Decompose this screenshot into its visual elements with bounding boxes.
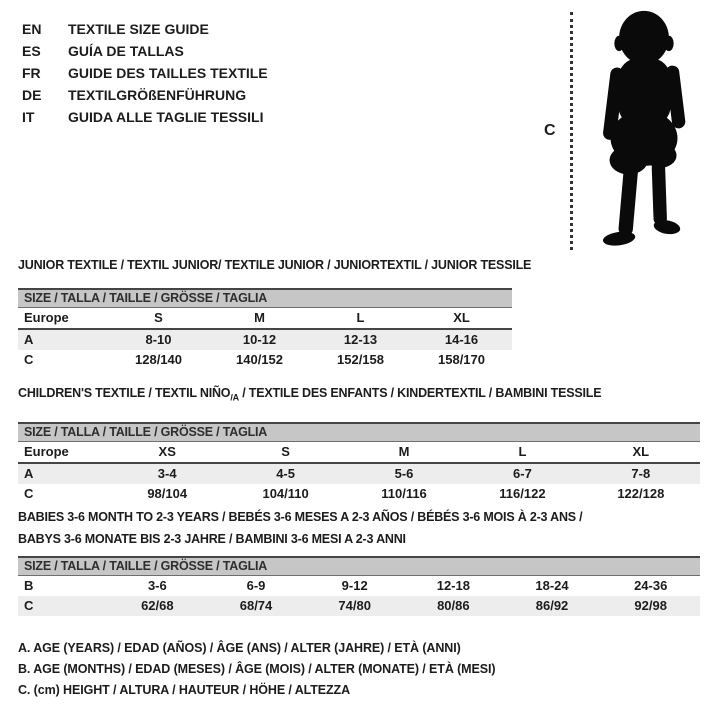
- age-cell: 18-24: [535, 578, 569, 593]
- size-header-bar: SIZE / TALLA / TAILLE / GRÖSSE / TAGLIA: [18, 288, 512, 308]
- table-row: [18, 308, 512, 330]
- size-cell: XL: [632, 444, 650, 459]
- height-cell: 62/68: [141, 598, 174, 613]
- lang-row-fr: [22, 62, 268, 84]
- height-cell: 110/116: [381, 486, 427, 501]
- lang-label: TEXTILE SIZE GUIDE: [68, 21, 209, 37]
- age-cell: 3-4: [157, 466, 177, 481]
- table-row: [18, 576, 700, 596]
- height-cell: 104/110: [262, 486, 309, 501]
- junior-size-table: [18, 288, 512, 370]
- height-cell: 98/104: [147, 486, 188, 501]
- lang-row-en: [22, 18, 268, 40]
- row-label: Europe: [24, 444, 69, 459]
- row-label: C: [24, 486, 34, 501]
- row-label: A: [24, 332, 34, 347]
- children-title-part2: / TEXTILE DES ENFANTS / KINDERTEXTIL / BAMBINI TESSILE: [238, 386, 602, 400]
- note-age-months: B. AGE (MONTHS) / EDAD (MESES) / ÂGE (MOIS) / ALTER (MONATE) / ETÀ (MESI): [18, 662, 496, 676]
- row-label: C: [24, 598, 34, 613]
- row-label: Europe: [24, 310, 69, 325]
- note-height-cm: C. (cm) HEIGHT / ALTURA / HAUTEUR / HÖHE / ALTEZZA: [18, 683, 351, 697]
- lang-code: ES: [22, 43, 41, 59]
- table-row: [18, 330, 512, 350]
- row-label: C: [24, 352, 34, 367]
- row-label: B: [24, 578, 34, 593]
- size-cell: XS: [158, 444, 176, 459]
- note-age-years: A. AGE (YEARS) / EDAD (AÑOS) / ÂGE (ANS) / ALTER (JAHRE) / ETÀ (ANNI): [18, 641, 461, 655]
- size-cell: L: [356, 310, 365, 325]
- lang-label: GUIDE DES TAILLES TEXTILE: [68, 65, 268, 81]
- lang-label: GUÍA DE TALLAS: [68, 43, 184, 59]
- height-cell: 92/98: [634, 598, 667, 613]
- size-cell: M: [254, 310, 265, 325]
- height-cell: 158/170: [438, 352, 485, 367]
- lang-row-es: [22, 40, 268, 62]
- height-dashed-line: [570, 12, 573, 250]
- age-cell: 8-10: [145, 332, 172, 347]
- table-row: [18, 464, 700, 484]
- height-cell: 140/152: [236, 352, 283, 367]
- age-cell: 6-9: [246, 578, 266, 593]
- height-cell: 128/140: [135, 352, 182, 367]
- height-measure-figure: [538, 6, 713, 254]
- lang-label: GUIDA ALLE TAGLIE TESSILI: [68, 109, 264, 125]
- language-title-list: [22, 18, 268, 128]
- size-cell: S: [281, 444, 290, 459]
- size-cell: M: [398, 444, 410, 459]
- size-header-bar: SIZE / TALLA / TAILLE / GRÖSSE / TAGLIA: [18, 556, 700, 576]
- age-cell: 4-5: [276, 466, 295, 481]
- lang-label: TEXTILGRÖßENFÜHRUNG: [68, 87, 247, 103]
- babies-section-title: [18, 506, 582, 550]
- babies-title-line1: BABIES 3-6 MONTH TO 2-3 YEARS / BEBÉS 3-6 MESES A 2-3 AÑOS / BÉBÉS 3-6 MOIS À 2-3 ANS /: [18, 510, 583, 524]
- age-cell: 5-6: [394, 466, 414, 481]
- age-cell: 14-16: [444, 332, 479, 347]
- table-row: [18, 484, 700, 504]
- children-title-part1: CHILDREN'S TEXTILE / TEXTIL NIÑO: [18, 386, 231, 400]
- height-cell: 122/128: [617, 486, 665, 501]
- babies-size-table: [18, 556, 700, 616]
- age-cell: 24-36: [634, 578, 668, 593]
- height-cell: 74/80: [338, 598, 371, 613]
- height-cell: 68/74: [239, 598, 273, 613]
- lang-code: DE: [22, 87, 42, 103]
- junior-section-title: JUNIOR TEXTILE / TEXTIL JUNIOR/ TEXTILE JUNIOR / JUNIORTEXTIL / JUNIOR TESSILE: [18, 258, 532, 272]
- lang-code: IT: [22, 109, 35, 125]
- legend-notes: [18, 638, 495, 701]
- toddler-silhouette-image: [585, 8, 703, 252]
- age-cell: 6-7: [513, 466, 532, 481]
- age-cell: 9-12: [341, 578, 368, 593]
- height-cell: 152/158: [337, 352, 384, 367]
- height-cell: 80/86: [437, 598, 470, 613]
- age-cell: 7-8: [631, 466, 651, 481]
- table-row: [18, 350, 512, 370]
- table-row: [18, 442, 700, 464]
- children-size-table: [18, 422, 700, 504]
- height-cell: 86/92: [535, 598, 569, 613]
- age-cell: 12-13: [343, 332, 378, 347]
- measure-c-label: C: [544, 122, 556, 139]
- lang-row-it: [22, 106, 268, 128]
- row-label: A: [24, 466, 34, 481]
- lang-code: EN: [22, 21, 42, 37]
- babies-title-line2: BABYS 3-6 MONATE BIS 2-3 JAHRE / BAMBINI 3-6 MESI A 2-3 ANNI: [18, 532, 406, 546]
- age-cell: 12-18: [436, 578, 470, 593]
- size-cell: XL: [453, 310, 470, 325]
- height-cell: 116/122: [499, 486, 546, 501]
- table-row: [18, 596, 700, 616]
- size-header-bar: SIZE / TALLA / TAILLE / GRÖSSE / TAGLIA: [18, 422, 700, 442]
- children-section-title: [18, 386, 601, 403]
- lang-code: FR: [22, 65, 41, 81]
- size-cell: L: [518, 444, 527, 459]
- age-cell: 10-12: [242, 332, 277, 347]
- lang-row-de: [22, 84, 268, 106]
- age-cell: 3-6: [147, 578, 167, 593]
- size-cell: S: [154, 310, 163, 325]
- children-title-sub: /A: [230, 392, 239, 403]
